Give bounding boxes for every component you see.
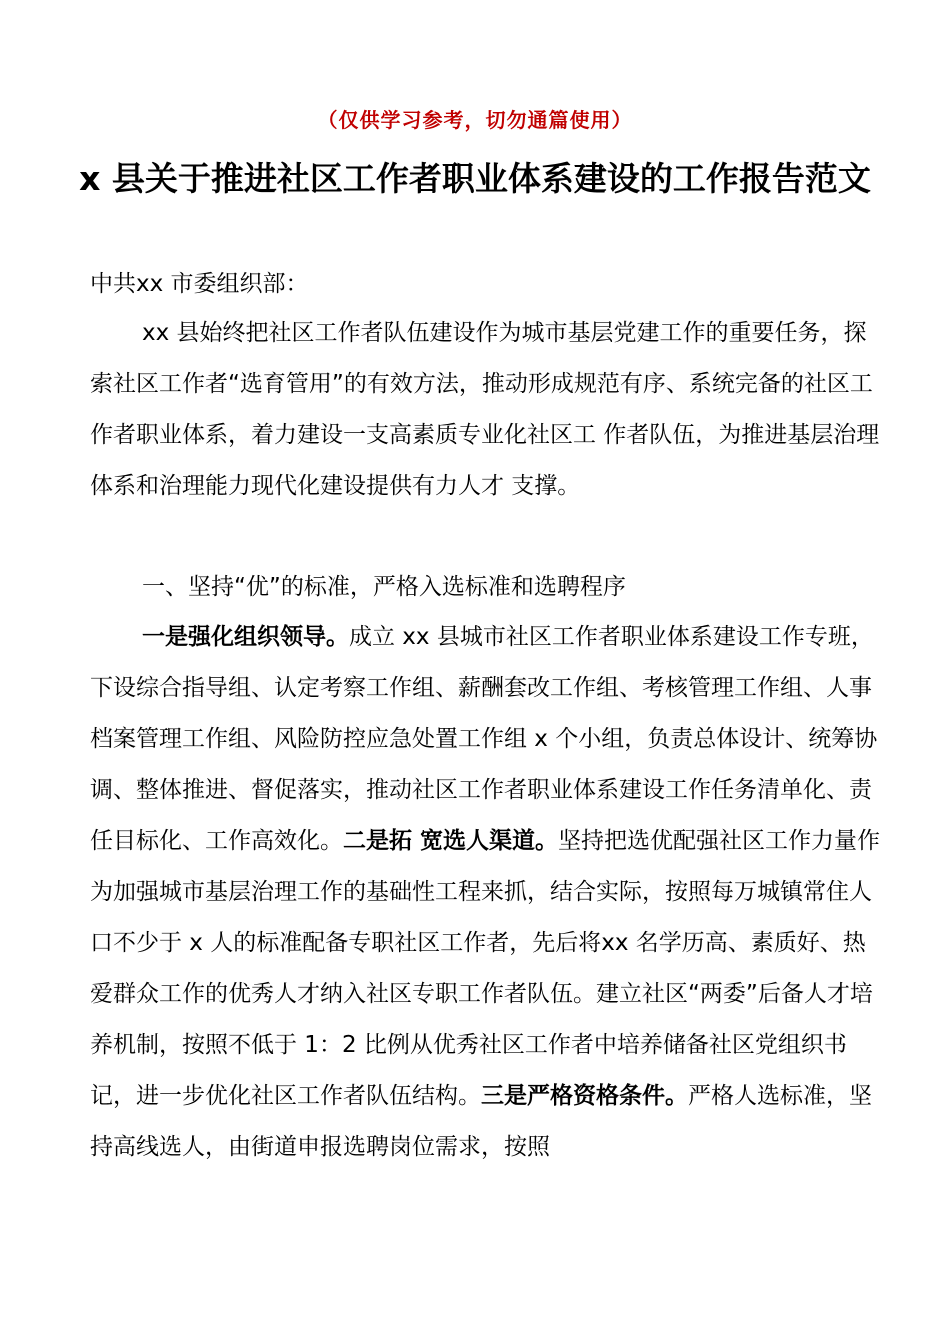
point-one-text: 成立 xx 县城市社区工作者职业体系建设工作专班，下设综合指导组、认定考察工作组、薪酬套改工作组、考核管理工作组、人事档案管理工作组、风险防控应急处置工作组 x 个小组，负责总体设计、统筹协调、整体推进、督促落实，推动社区工作者职业体系建设工作任务清单化、责任目标化、工作高效化。 xyxy=(90,624,878,854)
point-one-lead: 一是强化组织领导。 xyxy=(142,624,349,650)
section-heading: 一、坚持“优”的标准，严格入选标准和选聘程序 xyxy=(142,574,626,600)
document-title: x 县关于推进社区工作者职业体系建设的工作报告范文 xyxy=(79,159,871,198)
intro-paragraph: xx 县始终把社区工作者队伍建设作为城市基层党建工作的重要任务，探索社区工作者“选育管用”的有效方法，推动形成规范有序、系统完备的社区工作者职业体系，着力建设一支高素质专业化社区工 作者队伍，为推进基层治理体系和治理能力现代化建设提供有力人才 支撑。 xyxy=(90,320,880,499)
point-three-text: 严格人选标准，坚持高线选人，由街道申报选聘岗位需求，按照 xyxy=(90,1083,872,1160)
section-body-paragraph xyxy=(90,612,880,1173)
salutation: 中共xx 市委组织部： xyxy=(90,271,309,297)
point-two-text: 坚持把选优配强社区工作力量作为加强城市基层治理工作的基础性工程来抓，结合实际，按照每万城镇常住人口不少于 x 人的标准配备专职社区工作者，先后将xx 名学历高、素质好、热爱群众工作的优秀人才纳入社区专职工作者队伍。建立社区“两委”后备人才培养机制，按照不低于 1：2 比例从优秀社区工作者中培养储备社区党组织书记，进一步优化社区工作者队伍结构。 xyxy=(90,828,881,1109)
point-two-lead: 二是拓 宽选人渠道。 xyxy=(343,828,559,854)
usage-notice: （仅供学习参考，切勿通篇使用） xyxy=(317,108,633,132)
point-three-lead: 三是严格资格条件。 xyxy=(481,1083,688,1109)
